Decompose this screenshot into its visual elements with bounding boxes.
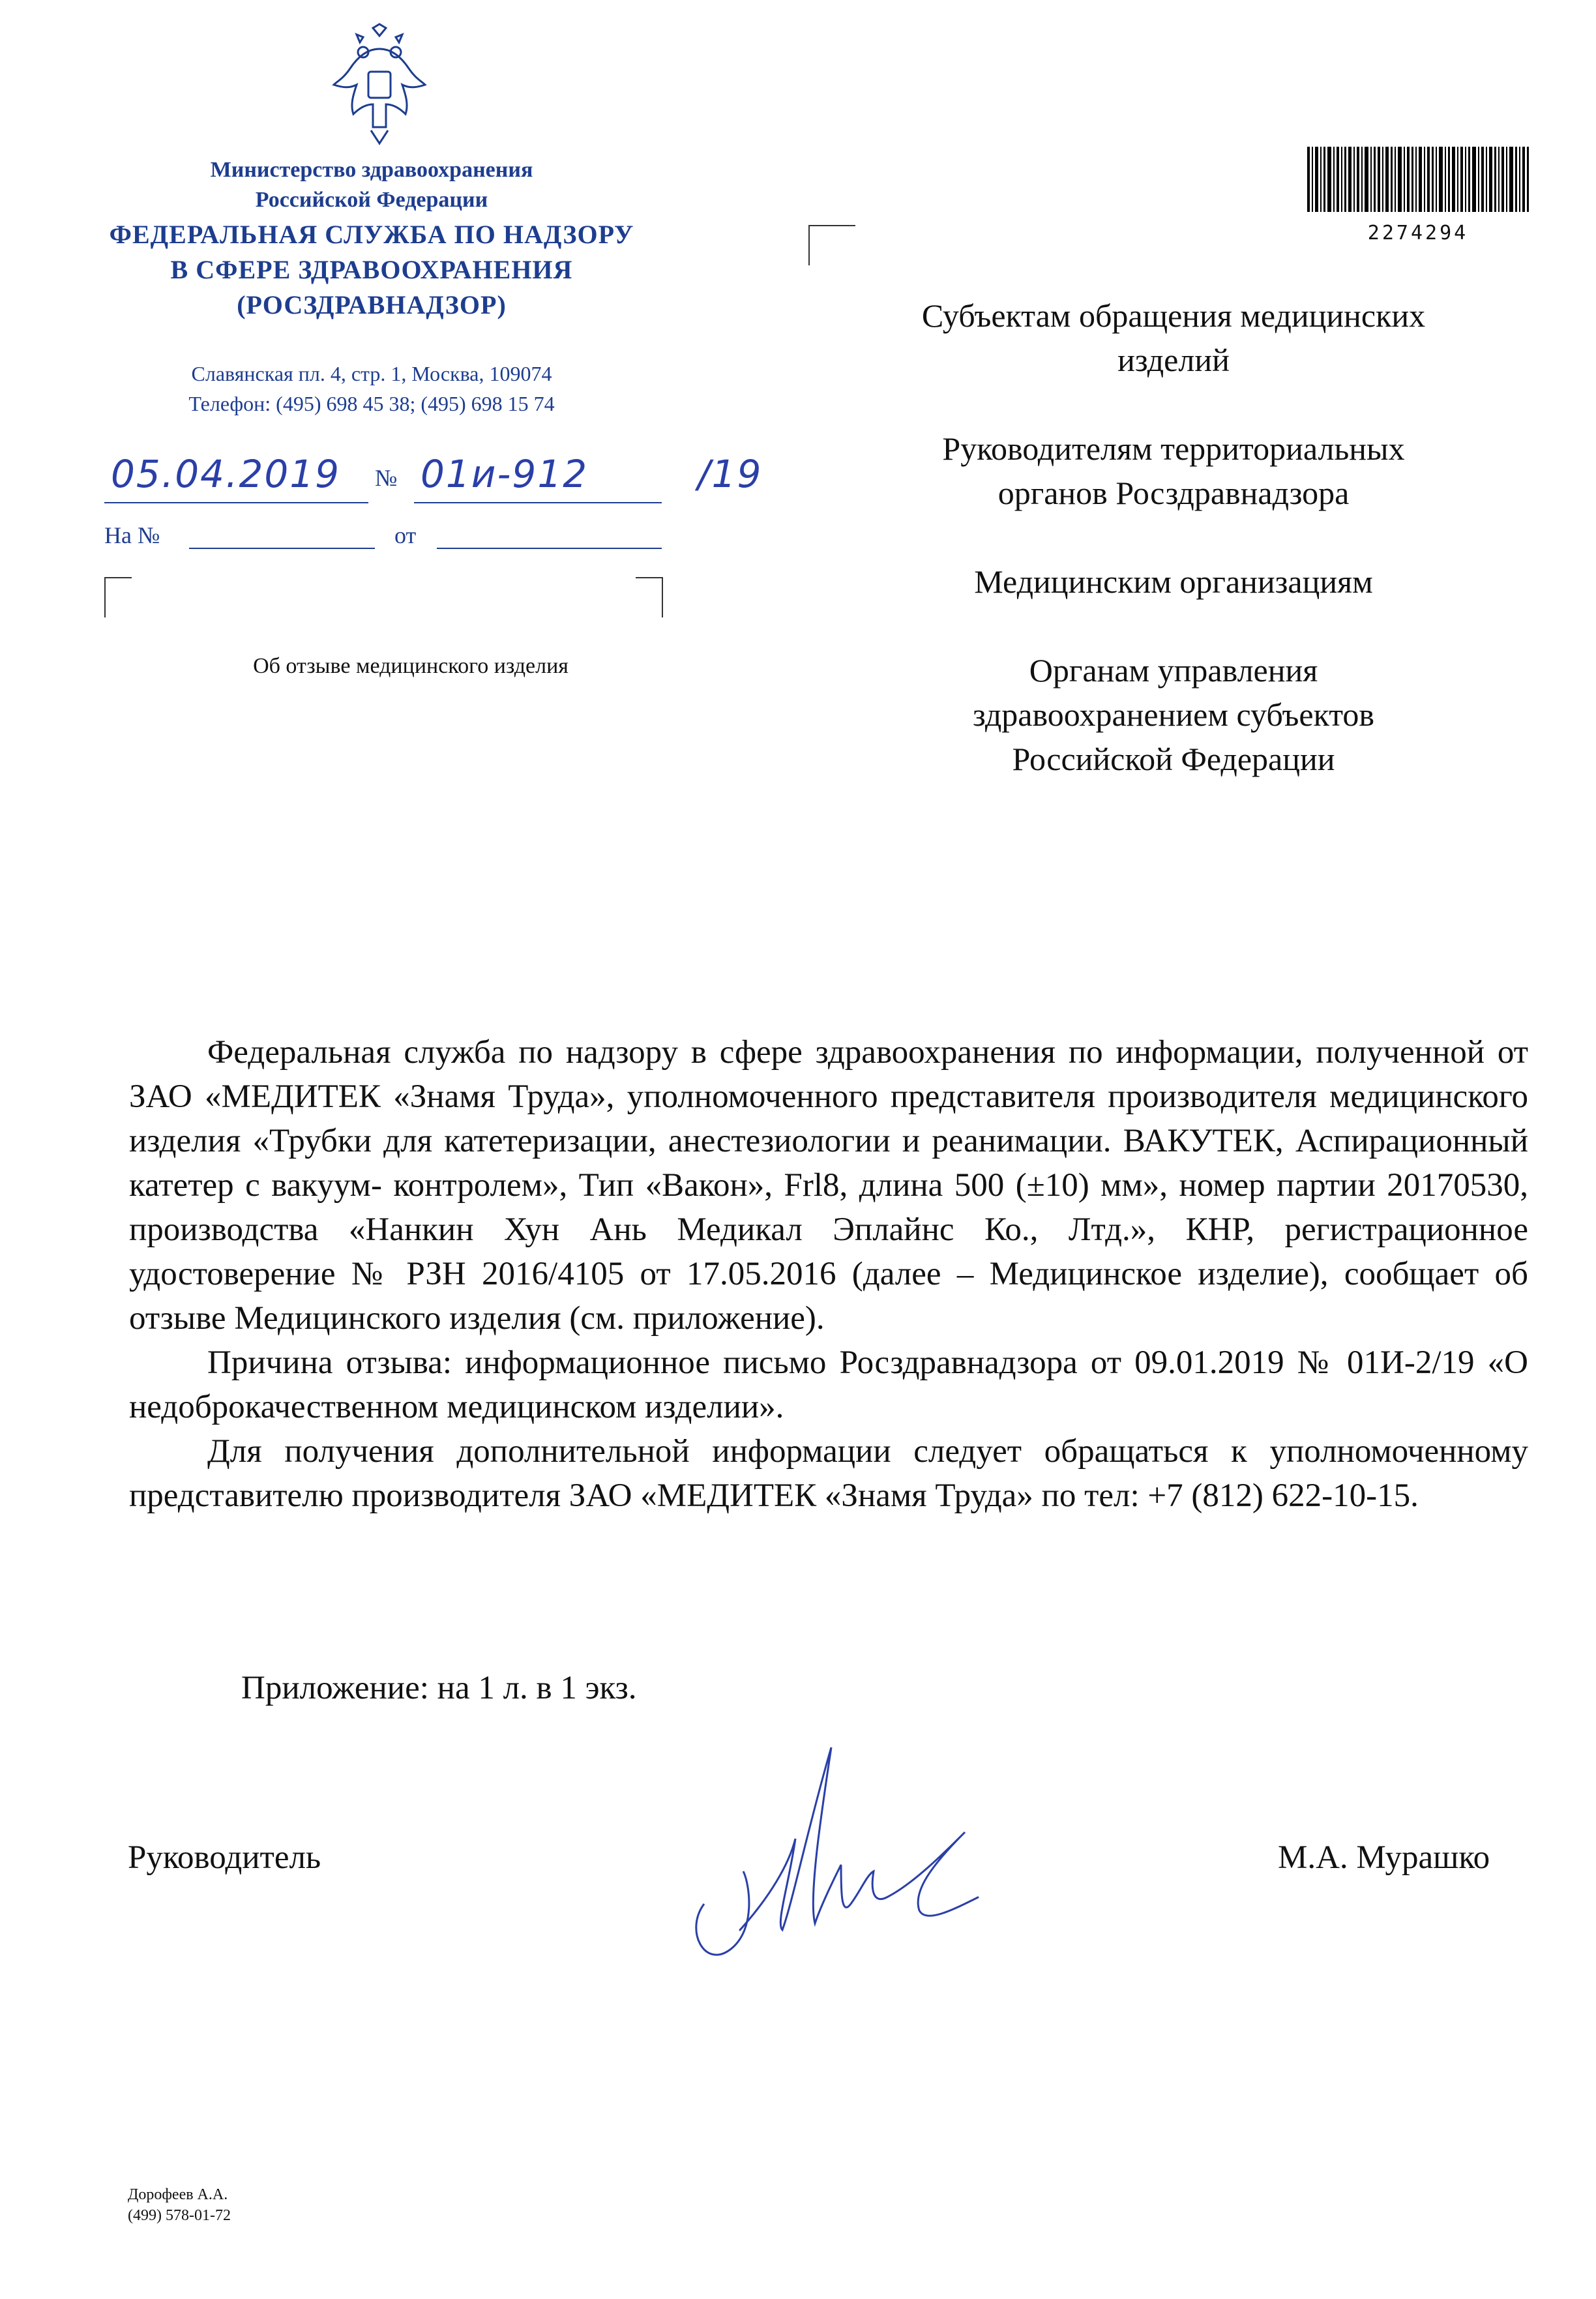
service-line-1: ФЕДЕРАЛЬНАЯ СЛУЖБА ПО НАДЗОРУ xyxy=(109,220,634,249)
signer-name: М.А. Мурашко xyxy=(1278,1839,1490,1876)
corner-mark-right xyxy=(636,577,663,617)
date-underline xyxy=(104,502,368,503)
corner-mark-address xyxy=(808,225,855,265)
service-address xyxy=(78,359,665,419)
registration-date: 05.04.2019 xyxy=(111,452,341,496)
ref-number-label: На № xyxy=(104,522,160,548)
ministry-line-2: Российской Федерации xyxy=(255,188,488,212)
attachment-note: Приложение: на 1 л. в 1 экз. xyxy=(241,1670,637,1706)
body-paragraph-3: Для получения дополнительной информации следует обращаться к уполномоченному представителю производителя ЗАО «МЕДИТЕК «Знамя Труда» по тел: +7 (812) 622-10-15. xyxy=(129,1433,1528,1514)
barcode-icon xyxy=(1307,147,1529,212)
registration-number: 01и-912 xyxy=(421,452,589,496)
corner-mark-left xyxy=(104,577,132,617)
body-paragraph-2: Причина отзыва: информационное письмо Росздравнадзора от 09.01.2019 № 01И-2/19 «О недоброкачественном медицинском изделии». xyxy=(129,1344,1528,1425)
addressee-item: Медицинским организациям xyxy=(974,563,1373,600)
addressee-item: Субъектам обращения медицинских изделий xyxy=(921,297,1426,378)
service-line-2: В СФЕРЕ ЗДРАВООХРАНЕНИЯ xyxy=(170,255,573,284)
letter-body xyxy=(129,1030,1528,1518)
address-line: Славянская пл. 4, стр. 1, Москва, 109074 xyxy=(191,362,552,385)
addressees-block xyxy=(900,293,1447,825)
signature-icon xyxy=(678,1734,1030,1982)
ref-number-line xyxy=(189,548,375,549)
service-line-3: (РОСЗДРАВНАДЗОР) xyxy=(237,290,507,319)
number-underline xyxy=(414,502,662,503)
service-name xyxy=(78,217,665,323)
phone-line: Телефон: (495) 698 45 38; (495) 698 15 74 xyxy=(188,392,555,415)
ministry-line-1: Министерство здравоохранения xyxy=(210,158,533,182)
barcode-number: 2274294 xyxy=(1367,222,1469,245)
coat-of-arms-icon xyxy=(331,23,428,147)
body-paragraph-1: Федеральная служба по надзору в сфере здравоохранения по информации, полученной от ЗАО «МЕДИТЕК «Знамя Труда», уполномоченного представителя производителя медицинского изделия «Трубки для катетеризации, анестезиологии и реанимации. ВАКУТЕК, Аспирационный катетер с вакуум- контролем», Тип «Вакон», Frl8, длина 500 (±10) мм», номер партии 20170530, производства «Нанкин Хун Ань Медикал Эплайнс Ко., Лтд.», КНР, регистрационное удостоверение № РЗН 2016/4105 от 17.05.2016 (далее – Медицинское изделие), сообщает об отзыве Медицинского изделия (см. приложение). xyxy=(129,1034,1528,1337)
executor-info xyxy=(128,2184,231,2226)
ministry-name xyxy=(78,155,665,215)
addressee-item: Органам управления здравоохранением субъектов Российской Федерации xyxy=(972,652,1375,777)
ref-from-label: от xyxy=(394,522,417,548)
ref-from-line xyxy=(437,548,662,549)
executor-name: Дорофеев А.А. xyxy=(128,2186,228,2203)
executor-phone: (499) 578-01-72 xyxy=(128,2207,231,2224)
signer-role: Руководитель xyxy=(128,1839,321,1876)
registration-number-year: /19 xyxy=(698,452,763,496)
letter-subject: Об отзыве медицинского изделия xyxy=(253,654,569,678)
addressee-item: Руководителям территориальных органов Росздравнадзора xyxy=(942,430,1405,511)
number-sign: № xyxy=(375,465,398,491)
